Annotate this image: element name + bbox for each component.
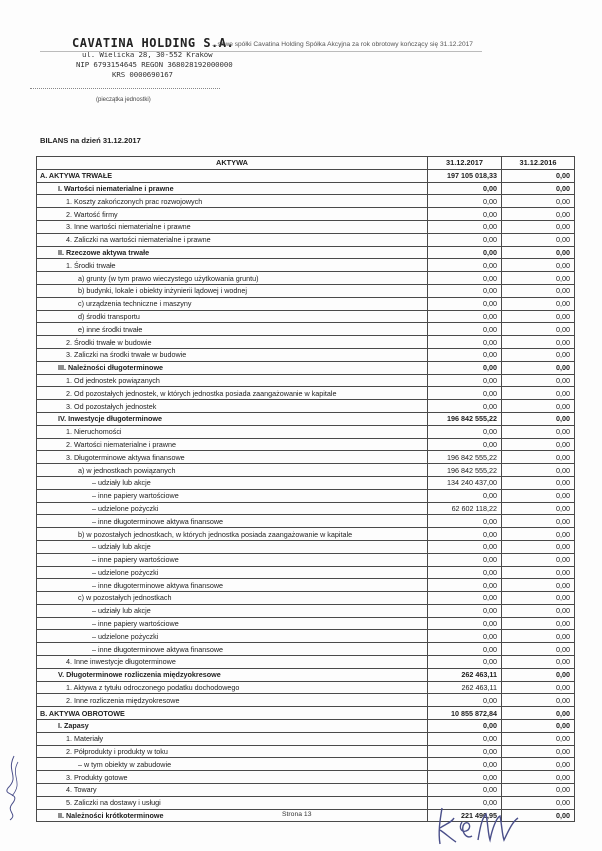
row-label: 2. Wartości niematerialne i prawne xyxy=(37,438,428,451)
value-2017: 0,00 xyxy=(428,182,502,195)
table-row xyxy=(37,489,575,502)
value-2016: 0,00 xyxy=(502,630,575,643)
value-2017: 196 842 555,22 xyxy=(428,464,502,477)
row-label: – udzielone pożyczki xyxy=(37,566,428,579)
value-2017: 0,00 xyxy=(428,387,502,400)
value-2016: 0,00 xyxy=(502,438,575,451)
company-krs: KRS 0000690167 xyxy=(112,70,173,79)
table-row xyxy=(37,528,575,541)
value-2016: 0,00 xyxy=(502,643,575,656)
column-header-2016: 31.12.2016 xyxy=(502,157,575,170)
table-row xyxy=(37,182,575,195)
row-label: – inne długoterminowe aktywa finansowe xyxy=(37,579,428,592)
row-label: – udzielone pożyczki xyxy=(37,502,428,515)
row-label: – inne papiery wartościowe xyxy=(37,553,428,566)
value-2017: 0,00 xyxy=(428,784,502,797)
value-2017: 197 105 018,33 xyxy=(428,169,502,182)
row-label: b) w pozostałych jednostkach, w których jednostka posiada zaangażowanie w kapitale xyxy=(37,528,428,541)
value-2016: 0,00 xyxy=(502,336,575,349)
table-row xyxy=(37,515,575,528)
table-row xyxy=(37,323,575,336)
table-row xyxy=(37,720,575,733)
row-label: 4. Inne inwestycje długoterminowe xyxy=(37,656,428,669)
row-label: – udziały lub akcje xyxy=(37,604,428,617)
value-2016: 0,00 xyxy=(502,412,575,425)
table-row xyxy=(37,284,575,297)
company-name: CAVATINA HOLDING S.A. xyxy=(72,36,235,50)
value-2016: 0,00 xyxy=(502,310,575,323)
row-label: b) budynki, lokale i obiekty inżynierii lądowej i wodnej xyxy=(37,284,428,297)
value-2016: 0,00 xyxy=(502,809,575,822)
row-label: 3. Długoterminowe aktywa finansowe xyxy=(37,451,428,464)
row-label: – inne długoterminowe aktywa finansowe xyxy=(37,643,428,656)
row-label: e) inne środki trwałe xyxy=(37,323,428,336)
table-row xyxy=(37,579,575,592)
table-row xyxy=(37,566,575,579)
table-row xyxy=(37,297,575,310)
value-2016: 0,00 xyxy=(502,784,575,797)
value-2016: 0,00 xyxy=(502,720,575,733)
value-2016: 0,00 xyxy=(502,540,575,553)
balance-sheet-table xyxy=(36,156,575,822)
value-2017: 0,00 xyxy=(428,259,502,272)
table-body xyxy=(37,169,575,822)
value-2017: 0,00 xyxy=(428,694,502,707)
table-row xyxy=(37,451,575,464)
table-row xyxy=(37,272,575,285)
document-overtitle: ...sowe spółki Cavatina Holding Spółka Akcyjna za rok obrotowy kończący się 31.12.2017 xyxy=(212,41,473,48)
header-rule xyxy=(40,51,482,52)
stamp-dotted-line xyxy=(30,88,220,89)
value-2017: 0,00 xyxy=(428,796,502,809)
row-label: – udziały lub akcje xyxy=(37,476,428,489)
table-row xyxy=(37,643,575,656)
value-2017: 0,00 xyxy=(428,323,502,336)
table-row xyxy=(37,604,575,617)
value-2016: 0,00 xyxy=(502,374,575,387)
value-2017: 0,00 xyxy=(428,630,502,643)
value-2016: 0,00 xyxy=(502,489,575,502)
row-label: – w tym obiekty w zabudowie xyxy=(37,758,428,771)
row-label: V. Długoterminowe rozliczenia międzyokresowe xyxy=(37,668,428,681)
value-2016: 0,00 xyxy=(502,592,575,605)
table-row xyxy=(37,412,575,425)
table-row xyxy=(37,540,575,553)
row-label: 4. Zaliczki na wartości niematerialne i prawne xyxy=(37,233,428,246)
row-label: III. Należności długoterminowe xyxy=(37,361,428,374)
row-label: 3. Od pozostałych jednostek xyxy=(37,400,428,413)
value-2017: 0,00 xyxy=(428,553,502,566)
value-2016: 0,00 xyxy=(502,246,575,259)
row-label: 1. Koszty zakończonych prac rozwojowych xyxy=(37,195,428,208)
table-row xyxy=(37,745,575,758)
value-2017: 0,00 xyxy=(428,336,502,349)
value-2016: 0,00 xyxy=(502,566,575,579)
table-row xyxy=(37,361,575,374)
table-row xyxy=(37,195,575,208)
value-2017: 0,00 xyxy=(428,438,502,451)
table-header-row xyxy=(37,157,575,170)
value-2017: 134 240 437,00 xyxy=(428,476,502,489)
table-row xyxy=(37,694,575,707)
value-2016: 0,00 xyxy=(502,528,575,541)
value-2017: 0,00 xyxy=(428,208,502,221)
page-number: Strona 13 xyxy=(282,811,312,818)
value-2016: 0,00 xyxy=(502,579,575,592)
value-2016: 0,00 xyxy=(502,617,575,630)
value-2017: 0,00 xyxy=(428,400,502,413)
table-row xyxy=(37,387,575,400)
row-label: – udzielone pożyczki xyxy=(37,630,428,643)
value-2017: 0,00 xyxy=(428,643,502,656)
value-2016: 0,00 xyxy=(502,425,575,438)
page-title: BILANS na dzień 31.12.2017 xyxy=(40,136,141,145)
row-label: 3. Inne wartości niematerialne i prawne xyxy=(37,220,428,233)
value-2017: 0,00 xyxy=(428,284,502,297)
value-2017: 0,00 xyxy=(428,604,502,617)
table-row xyxy=(37,707,575,720)
row-label: 1. Materiały xyxy=(37,732,428,745)
value-2016: 0,00 xyxy=(502,502,575,515)
row-label: I. Wartości niematerialne i prawne xyxy=(37,182,428,195)
value-2016: 0,00 xyxy=(502,681,575,694)
table-row xyxy=(37,425,575,438)
row-label: 1. Aktywa z tytułu odroczonego podatku dochodowego xyxy=(37,681,428,694)
value-2016: 0,00 xyxy=(502,233,575,246)
value-2017: 0,00 xyxy=(428,579,502,592)
row-label: c) urządzenia techniczne i maszyny xyxy=(37,297,428,310)
value-2016: 0,00 xyxy=(502,732,575,745)
value-2016: 0,00 xyxy=(502,707,575,720)
table-row xyxy=(37,630,575,643)
value-2017: 0,00 xyxy=(428,720,502,733)
value-2017: 0,00 xyxy=(428,361,502,374)
company-ids: NIP 6793154645 REGON 368028192000000 xyxy=(76,60,233,69)
row-label: 2. Inne rozliczenia międzyokresowe xyxy=(37,694,428,707)
row-label: B. AKTYWA OBROTOWE xyxy=(37,707,428,720)
row-label: 2. Wartość firmy xyxy=(37,208,428,221)
value-2016: 0,00 xyxy=(502,220,575,233)
value-2017: 0,00 xyxy=(428,656,502,669)
value-2017: 0,00 xyxy=(428,195,502,208)
value-2016: 0,00 xyxy=(502,195,575,208)
value-2016: 0,00 xyxy=(502,515,575,528)
value-2016: 0,00 xyxy=(502,771,575,784)
value-2016: 0,00 xyxy=(502,169,575,182)
value-2016: 0,00 xyxy=(502,259,575,272)
value-2017: 0,00 xyxy=(428,246,502,259)
row-label: 2. Półprodukty i produkty w toku xyxy=(37,745,428,758)
row-label: 1. Środki trwałe xyxy=(37,259,428,272)
value-2017: 0,00 xyxy=(428,540,502,553)
value-2016: 0,00 xyxy=(502,656,575,669)
value-2016: 0,00 xyxy=(502,464,575,477)
row-label: 3. Produkty gotowe xyxy=(37,771,428,784)
value-2017: 0,00 xyxy=(428,348,502,361)
row-label: 1. Nieruchomości xyxy=(37,425,428,438)
table-row xyxy=(37,656,575,669)
row-label: 4. Towary xyxy=(37,784,428,797)
value-2016: 0,00 xyxy=(502,476,575,489)
table-row xyxy=(37,374,575,387)
value-2017: 0,00 xyxy=(428,310,502,323)
table-row xyxy=(37,464,575,477)
value-2016: 0,00 xyxy=(502,451,575,464)
value-2016: 0,00 xyxy=(502,284,575,297)
row-label: – inne długoterminowe aktywa finansowe xyxy=(37,515,428,528)
value-2016: 0,00 xyxy=(502,361,575,374)
value-2017: 10 855 872,84 xyxy=(428,707,502,720)
stamp-label: (pieczątka jednostki) xyxy=(96,97,151,103)
table-row xyxy=(37,502,575,515)
table-row xyxy=(37,771,575,784)
value-2016: 0,00 xyxy=(502,745,575,758)
table-row xyxy=(37,348,575,361)
value-2017: 0,00 xyxy=(428,566,502,579)
row-label: – inne papiery wartościowe xyxy=(37,489,428,502)
table-row xyxy=(37,169,575,182)
table-row xyxy=(37,476,575,489)
value-2016: 0,00 xyxy=(502,297,575,310)
row-label: c) w pozostałych jednostkach xyxy=(37,592,428,605)
company-address: ul. Wielicka 28, 30-552 Kraków xyxy=(82,50,213,59)
value-2017: 0,00 xyxy=(428,297,502,310)
value-2016: 0,00 xyxy=(502,400,575,413)
row-label: A. AKTYWA TRWAŁE xyxy=(37,169,428,182)
table-row xyxy=(37,246,575,259)
value-2017: 0,00 xyxy=(428,272,502,285)
table-row xyxy=(37,336,575,349)
row-label: 5. Zaliczki na dostawy i usługi xyxy=(37,796,428,809)
column-header-2017: 31.12.2017 xyxy=(428,157,502,170)
table-row xyxy=(37,220,575,233)
column-header-aktywa: AKTYWA xyxy=(37,157,428,170)
value-2016: 0,00 xyxy=(502,323,575,336)
row-label: – inne papiery wartościowe xyxy=(37,617,428,630)
value-2017: 62 602 118,22 xyxy=(428,502,502,515)
row-label: 1. Od jednostek powiązanych xyxy=(37,374,428,387)
value-2016: 0,00 xyxy=(502,272,575,285)
table-row xyxy=(37,617,575,630)
value-2017: 262 463,11 xyxy=(428,681,502,694)
value-2017: 221 490,95 xyxy=(428,809,502,822)
value-2016: 0,00 xyxy=(502,182,575,195)
table-row xyxy=(37,208,575,221)
value-2016: 0,00 xyxy=(502,208,575,221)
value-2017: 0,00 xyxy=(428,771,502,784)
row-label: IV. Inwestycje długoterminowe xyxy=(37,412,428,425)
row-label: 3. Zaliczki na środki trwałe w budowie xyxy=(37,348,428,361)
table-row xyxy=(37,233,575,246)
table-row xyxy=(37,259,575,272)
handwritten-signature xyxy=(428,800,528,850)
row-label: I. Zapasy xyxy=(37,720,428,733)
row-label: 2. Środki trwałe w budowie xyxy=(37,336,428,349)
value-2016: 0,00 xyxy=(502,348,575,361)
value-2017: 0,00 xyxy=(428,233,502,246)
table-row xyxy=(37,758,575,771)
row-label: II. Rzeczowe aktywa trwałe xyxy=(37,246,428,259)
value-2017: 0,00 xyxy=(428,758,502,771)
table-row xyxy=(37,668,575,681)
value-2016: 0,00 xyxy=(502,758,575,771)
value-2017: 0,00 xyxy=(428,592,502,605)
table-row xyxy=(37,400,575,413)
value-2016: 0,00 xyxy=(502,796,575,809)
value-2017: 0,00 xyxy=(428,425,502,438)
value-2016: 0,00 xyxy=(502,604,575,617)
row-label: d) środki transportu xyxy=(37,310,428,323)
row-label: – udziały lub akcje xyxy=(37,540,428,553)
table-row xyxy=(37,681,575,694)
table-row xyxy=(37,553,575,566)
value-2016: 0,00 xyxy=(502,553,575,566)
row-label: 2. Od pozostałych jednostek, w których jednostka posiada zaangażowanie w kapitale xyxy=(37,387,428,400)
row-label: a) grunty (w tym prawo wieczystego użytkowania gruntu) xyxy=(37,272,428,285)
value-2017: 0,00 xyxy=(428,745,502,758)
value-2016: 0,00 xyxy=(502,387,575,400)
table-row xyxy=(37,438,575,451)
value-2017: 196 842 555,22 xyxy=(428,412,502,425)
row-label: a) w jednostkach powiązanych xyxy=(37,464,428,477)
row-label: II. Należności krótkoterminowe xyxy=(37,809,428,822)
table-row xyxy=(37,784,575,797)
value-2017: 196 842 555,22 xyxy=(428,451,502,464)
value-2017: 262 463,11 xyxy=(428,668,502,681)
value-2017: 0,00 xyxy=(428,515,502,528)
table-row xyxy=(37,310,575,323)
margin-signature xyxy=(0,752,30,822)
value-2017: 0,00 xyxy=(428,220,502,233)
value-2017: 0,00 xyxy=(428,528,502,541)
value-2017: 0,00 xyxy=(428,374,502,387)
table-row xyxy=(37,732,575,745)
table-row xyxy=(37,592,575,605)
value-2017: 0,00 xyxy=(428,489,502,502)
value-2017: 0,00 xyxy=(428,617,502,630)
value-2017: 0,00 xyxy=(428,732,502,745)
value-2016: 0,00 xyxy=(502,694,575,707)
value-2016: 0,00 xyxy=(502,668,575,681)
